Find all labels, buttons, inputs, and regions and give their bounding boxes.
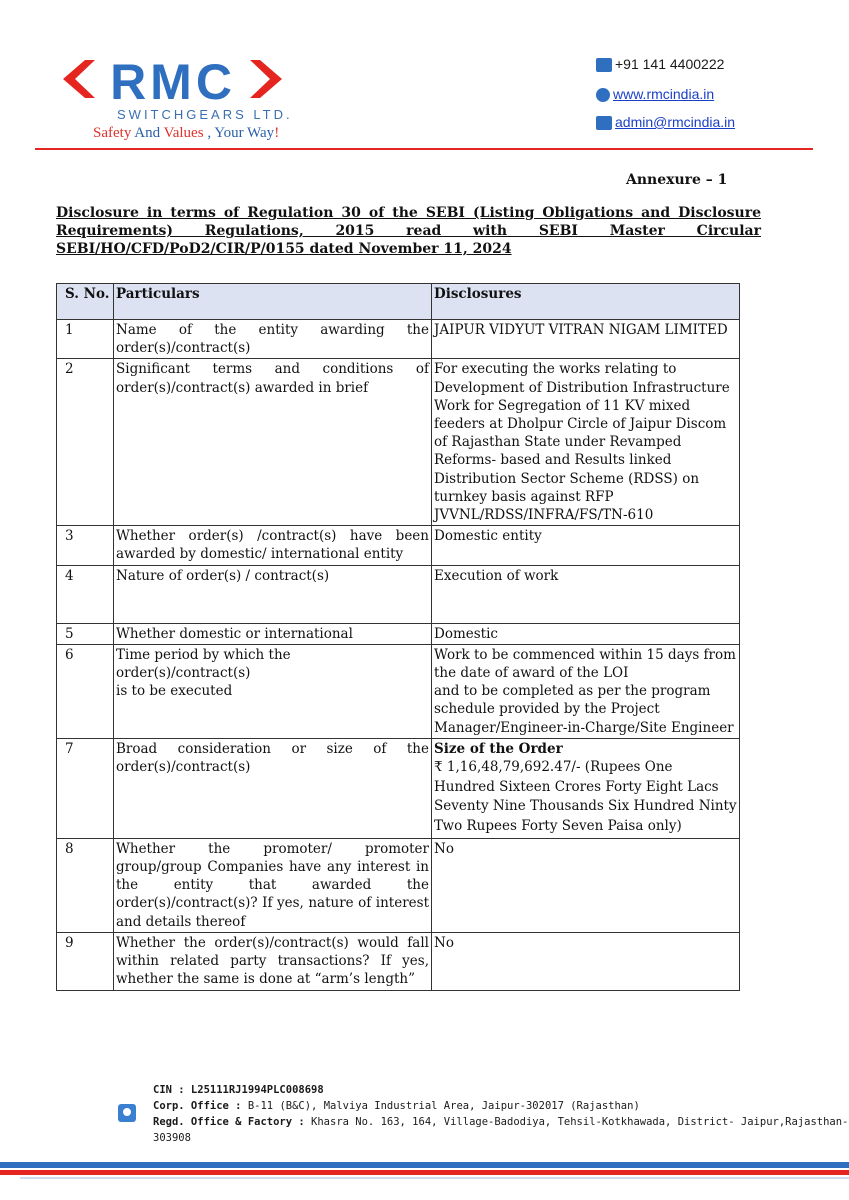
logo-subtitle: SWITCHGEARS LTD. xyxy=(117,107,293,122)
cin-number: CIN : L25111RJ1994PLC008698 xyxy=(153,1084,324,1096)
annexure-label: Annexure – 1 xyxy=(626,172,728,188)
email-link[interactable]: admin@rmcindia.in xyxy=(615,114,736,130)
table-row: 8 Whether the promoter/ promoter group/group Companies have any interest in the entity that awarded the order(s)/contract(s)? If yes, nature of interest and details thereof No xyxy=(57,838,740,932)
phone-icon xyxy=(596,58,612,72)
contact-email xyxy=(596,114,735,130)
header-divider xyxy=(35,148,813,150)
globe-icon xyxy=(596,88,610,102)
contact-website xyxy=(596,86,714,102)
header-disclosures: Disclosures xyxy=(432,284,740,320)
table-row: 3 Whether order(s) /contract(s) have been awarded by domestic/ international entity Domestic entity xyxy=(57,526,740,565)
regd-office: Regd. Office & Factory : Khasra No. 163, 164, Village-Badodiya, Tehsil-Kotkhawada, District- Jaipur,Rajasthan-303908 xyxy=(153,1116,849,1144)
footer-address xyxy=(153,1082,849,1146)
rmc-logo-mark xyxy=(55,55,305,115)
document-heading: Disclosure in terms of Regulation 30 of the SEBI (Listing Obligations and Disclosure Requirements) Regulations, 2015 read with SEBI Master Circular SEBI/HO/CFD/PoD2/CIR/P/0155 dated November 11, 2024 xyxy=(56,205,761,257)
table-row: 6 Time period by which the order(s)/contract(s) is to be executed Work to be commenced within 15 days from the date of award of the LOI and to be completed as per the program schedule provided by the Project Manager/Engineer-in-Charge/Site Engineer xyxy=(57,644,740,738)
contact-phone: +91 141 4400222 xyxy=(596,56,724,72)
company-logo xyxy=(55,55,305,150)
table-row: 2 Significant terms and conditions of order(s)/contract(s) awarded in brief For executing the works relating to Development of Distribution Infrastructure Work for Segregation of 11 KV mixed feeders at Dholpur Circle of Jaipur Discom of Rajasthan State under Revamped Reforms- based and Results linked Distribution Sector Scheme (RDSS) on turnkey basis against RFP JVVNL/RDSS/INFRA/FS/TN-610 xyxy=(57,359,740,526)
order-size-value: ₹ 1,16,48,79,692.47/- (Rupees One Hundred Sixteen Crores Forty Eight Lacs Seventy Nine Thousands Six Hundred Ninty Two Rupees Forty Seven Paisa only) xyxy=(434,759,737,834)
table-row: 9 Whether the order(s)/contract(s) would fall within related party transactions? If yes, whether the same is done at “arm’s length” No xyxy=(57,932,740,990)
order-size-title: Size of the Order xyxy=(434,740,563,757)
logo-tagline: Safety And Values , Your Way! xyxy=(93,125,280,141)
logo-text: RMC xyxy=(110,55,236,110)
header-particulars: Particulars xyxy=(114,284,432,320)
table-header-row xyxy=(57,284,740,320)
table-row: 5 Whether domestic or international Domestic xyxy=(57,623,740,644)
corp-office: Corp. Office : B-11 (B&C), Malviya Industrial Area, Jaipur-302017 (Rajasthan) xyxy=(153,1100,640,1112)
location-icon xyxy=(118,1104,136,1122)
table-row: 1 Name of the entity awarding the order(s)/contract(s) JAIPUR VIDYUT VITRAN NIGAM LIMITED xyxy=(57,320,740,359)
table-row: 7 Broad consideration or size of the order(s)/contract(s) Size of the Order ₹ 1,16,48,79,692.47/- (Rupees One Hundred Sixteen Crores Forty Eight Lacs Seventy Nine Thousands Six Hundred Ninty Two Rupees Forty Seven Paisa only) xyxy=(57,738,740,838)
header-sno: S. No. xyxy=(57,284,114,320)
mail-icon xyxy=(596,116,612,130)
disclosure-table xyxy=(56,283,740,991)
table-row: 4 Nature of order(s) / contract(s) Execution of work xyxy=(57,565,740,623)
website-link[interactable]: www.rmcindia.in xyxy=(613,86,715,102)
footer-stripes xyxy=(0,1162,849,1200)
